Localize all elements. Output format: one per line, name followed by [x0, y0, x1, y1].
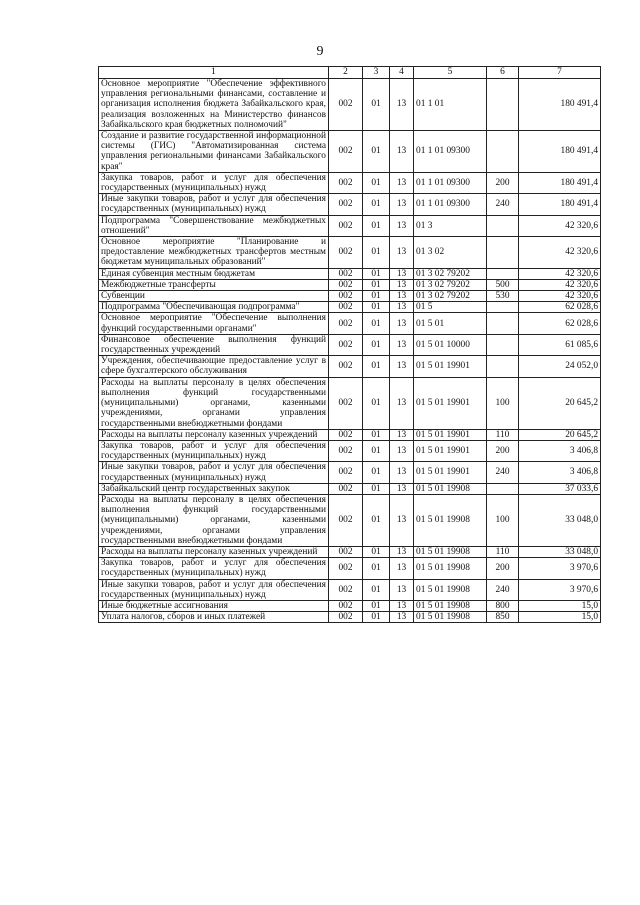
- section-cell: 01: [363, 313, 390, 334]
- subsection-cell: 13: [390, 172, 414, 193]
- column-header: 1: [99, 67, 329, 79]
- subsection-cell: 13: [390, 558, 414, 579]
- row-name-cell: Учреждения, обеспечивающие предоставление услуг в сфере бухгалтерского обслуживания: [99, 356, 329, 377]
- row-name-cell: Субвенции: [99, 291, 329, 302]
- subsection-cell: 13: [390, 131, 414, 173]
- expense-type-cell: 850: [487, 612, 519, 623]
- table-row: [99, 131, 601, 173]
- expense-type-cell: [487, 79, 519, 131]
- section-cell: 01: [363, 194, 390, 215]
- amount-cell: 180 491,4: [519, 131, 601, 173]
- row-name-cell: Основное мероприятие "Обеспечение выполнения функций государственными органами": [99, 313, 329, 334]
- section-cell: 01: [363, 546, 390, 557]
- expense-type-cell: [487, 131, 519, 173]
- subsection-cell: 13: [390, 377, 414, 429]
- target-article-cell: 01 3: [414, 215, 487, 236]
- section-cell: 01: [363, 377, 390, 429]
- code-cell: 002: [329, 546, 363, 557]
- table-row: [99, 612, 601, 623]
- section-cell: 01: [363, 172, 390, 193]
- expense-type-cell: 200: [487, 172, 519, 193]
- code-cell: 002: [329, 356, 363, 377]
- expense-type-cell: 100: [487, 377, 519, 429]
- column-header: 5: [414, 67, 487, 79]
- expense-type-cell: 110: [487, 546, 519, 557]
- target-article-cell: 01 1 01 09300: [414, 131, 487, 173]
- expense-type-cell: 200: [487, 440, 519, 461]
- expense-type-cell: [487, 356, 519, 377]
- page-number: 9: [316, 44, 324, 59]
- section-cell: 01: [363, 279, 390, 290]
- code-cell: 002: [329, 79, 363, 131]
- row-name-cell: Иные закупки товаров, работ и услуг для обеспечения государственных (муниципальных) нужд: [99, 194, 329, 215]
- section-cell: 01: [363, 558, 390, 579]
- amount-cell: 33 048,0: [519, 546, 601, 557]
- target-article-cell: 01 3 02 79202: [414, 279, 487, 290]
- target-article-cell: 01 5 01 19908: [414, 546, 487, 557]
- subsection-cell: 13: [390, 334, 414, 355]
- expense-type-cell: 240: [487, 579, 519, 600]
- target-article-cell: 01 3 02: [414, 237, 487, 269]
- table-row: [99, 279, 601, 290]
- code-cell: 002: [329, 377, 363, 429]
- expense-type-cell: 100: [487, 494, 519, 546]
- expense-type-cell: 240: [487, 462, 519, 483]
- amount-cell: 15,0: [519, 600, 601, 611]
- row-name-cell: Расходы на выплаты персоналу в целях обеспечения выполнения функций государственными (муниципальными) органами, казенными учреждениями, органами управления государственными внебюджетными фондами: [99, 377, 329, 429]
- target-article-cell: 01 5 01 19908: [414, 612, 487, 623]
- target-article-cell: 01 5 01 19901: [414, 440, 487, 461]
- section-cell: 01: [363, 237, 390, 269]
- section-cell: 01: [363, 215, 390, 236]
- subsection-cell: 13: [390, 79, 414, 131]
- column-header: 4: [390, 67, 414, 79]
- subsection-cell: 13: [390, 600, 414, 611]
- code-cell: 002: [329, 313, 363, 334]
- expense-type-cell: 800: [487, 600, 519, 611]
- section-cell: 01: [363, 429, 390, 440]
- subsection-cell: 13: [390, 429, 414, 440]
- expense-type-cell: [487, 237, 519, 269]
- table-row: [99, 494, 601, 546]
- table-row: [99, 600, 601, 611]
- table-row: [99, 268, 601, 279]
- budget-table: [98, 66, 601, 623]
- amount-cell: 42 320,6: [519, 279, 601, 290]
- target-article-cell: 01 5 01 19908: [414, 579, 487, 600]
- amount-cell: 20 645,2: [519, 377, 601, 429]
- expense-type-cell: 500: [487, 279, 519, 290]
- target-article-cell: 01 3 02 79202: [414, 291, 487, 302]
- code-cell: 002: [329, 600, 363, 611]
- amount-cell: 3 406,8: [519, 462, 601, 483]
- code-cell: 002: [329, 429, 363, 440]
- table-row: [99, 79, 601, 131]
- row-name-cell: Основное мероприятие "Планирование и предоставление межбюджетных трансфертов местным бюджетам муниципальных образований": [99, 237, 329, 269]
- subsection-cell: 13: [390, 279, 414, 290]
- table-row: [99, 429, 601, 440]
- target-article-cell: 01 1 01: [414, 79, 487, 131]
- amount-cell: 42 320,6: [519, 237, 601, 269]
- row-name-cell: Расходы на выплаты персоналу казенных учреждений: [99, 546, 329, 557]
- row-name-cell: Финансовое обеспечение выполнения функций государственных учреждений: [99, 334, 329, 355]
- row-name-cell: Создание и развитие государственной информационной системы (ГИС) "Автоматизированная система управления региональными финансами Забайкальского края": [99, 131, 329, 173]
- amount-cell: 180 491,4: [519, 194, 601, 215]
- target-article-cell: 01 5 01 19908: [414, 558, 487, 579]
- table-row: [99, 334, 601, 355]
- subsection-cell: 13: [390, 302, 414, 313]
- column-header: 6: [487, 67, 519, 79]
- section-cell: 01: [363, 462, 390, 483]
- target-article-cell: 01 1 01 09300: [414, 172, 487, 193]
- row-name-cell: Иные бюджетные ассигнования: [99, 600, 329, 611]
- section-cell: 01: [363, 334, 390, 355]
- section-cell: 01: [363, 268, 390, 279]
- code-cell: 002: [329, 302, 363, 313]
- row-name-cell: Закупка товаров, работ и услуг для обеспечения государственных (муниципальных) нужд: [99, 172, 329, 193]
- amount-cell: 42 320,6: [519, 291, 601, 302]
- target-article-cell: 01 5 01 19901: [414, 356, 487, 377]
- amount-cell: 3 406,8: [519, 440, 601, 461]
- subsection-cell: 13: [390, 483, 414, 494]
- code-cell: 002: [329, 215, 363, 236]
- column-header: 7: [519, 67, 601, 79]
- code-cell: 002: [329, 194, 363, 215]
- expense-type-cell: [487, 483, 519, 494]
- subsection-cell: 13: [390, 237, 414, 269]
- subsection-cell: 13: [390, 215, 414, 236]
- code-cell: 002: [329, 291, 363, 302]
- row-name-cell: Подпрограмма "Совершенствование межбюджетных отношений": [99, 215, 329, 236]
- subsection-cell: 13: [390, 313, 414, 334]
- section-cell: 01: [363, 302, 390, 313]
- expense-type-cell: [487, 268, 519, 279]
- table-row: [99, 579, 601, 600]
- table-row: [99, 215, 601, 236]
- expense-type-cell: 200: [487, 558, 519, 579]
- code-cell: 002: [329, 131, 363, 173]
- row-name-cell: Межбюджетные трансферты: [99, 279, 329, 290]
- code-cell: 002: [329, 334, 363, 355]
- amount-cell: 180 491,4: [519, 172, 601, 193]
- code-cell: 002: [329, 172, 363, 193]
- table-row: [99, 313, 601, 334]
- code-cell: 002: [329, 237, 363, 269]
- code-cell: 002: [329, 462, 363, 483]
- section-cell: 01: [363, 494, 390, 546]
- amount-cell: 3 970,6: [519, 579, 601, 600]
- subsection-cell: 13: [390, 440, 414, 461]
- section-cell: 01: [363, 483, 390, 494]
- subsection-cell: 13: [390, 356, 414, 377]
- amount-cell: 42 320,6: [519, 268, 601, 279]
- row-name-cell: Закупка товаров, работ и услуг для обеспечения государственных (муниципальных) нужд: [99, 440, 329, 461]
- expense-type-cell: 240: [487, 194, 519, 215]
- row-name-cell: Основное мероприятие "Обеспечение эффективного управления региональными финансами, составление и организация исполнения бюджета Забайкальского края, реализация возложенных на Министерство финансов Забайкальского края бюджетных полномочий": [99, 79, 329, 131]
- amount-cell: 62 028,6: [519, 313, 601, 334]
- expense-type-cell: [487, 302, 519, 313]
- subsection-cell: 13: [390, 612, 414, 623]
- row-name-cell: Забайкальский центр государственных закупок: [99, 483, 329, 494]
- row-name-cell: Подпрограмма "Обеспечивающая подпрограмма": [99, 302, 329, 313]
- expense-type-cell: [487, 334, 519, 355]
- column-header: 2: [329, 67, 363, 79]
- subsection-cell: 13: [390, 546, 414, 557]
- table-row: [99, 483, 601, 494]
- subsection-cell: 13: [390, 494, 414, 546]
- code-cell: 002: [329, 483, 363, 494]
- table-row: [99, 194, 601, 215]
- target-article-cell: 01 3 02 79202: [414, 268, 487, 279]
- subsection-cell: 13: [390, 291, 414, 302]
- code-cell: 002: [329, 494, 363, 546]
- target-article-cell: 01 5 01 19901: [414, 429, 487, 440]
- target-article-cell: 01 5: [414, 302, 487, 313]
- table-row: [99, 558, 601, 579]
- expense-type-cell: 530: [487, 291, 519, 302]
- target-article-cell: 01 1 01 09300: [414, 194, 487, 215]
- table-header-row: [99, 67, 601, 79]
- code-cell: 002: [329, 268, 363, 279]
- subsection-cell: 13: [390, 579, 414, 600]
- section-cell: 01: [363, 131, 390, 173]
- column-header: 3: [363, 67, 390, 79]
- subsection-cell: 13: [390, 194, 414, 215]
- table-row: [99, 462, 601, 483]
- row-name-cell: Расходы на выплаты персоналу в целях обеспечения выполнения функций государственными (муниципальными) органами, казенными учреждениями, органами управления государственными внебюджетными фондами: [99, 494, 329, 546]
- row-name-cell: Уплата налогов, сборов и иных платежей: [99, 612, 329, 623]
- amount-cell: 37 033,6: [519, 483, 601, 494]
- expense-type-cell: [487, 215, 519, 236]
- section-cell: 01: [363, 579, 390, 600]
- code-cell: 002: [329, 440, 363, 461]
- target-article-cell: 01 5 01: [414, 313, 487, 334]
- section-cell: 01: [363, 600, 390, 611]
- table-row: [99, 172, 601, 193]
- table-row: [99, 302, 601, 313]
- section-cell: 01: [363, 291, 390, 302]
- target-article-cell: 01 5 01 19908: [414, 600, 487, 611]
- target-article-cell: 01 5 01 19908: [414, 494, 487, 546]
- row-name-cell: Иные закупки товаров, работ и услуг для обеспечения государственных (муниципальных) нужд: [99, 462, 329, 483]
- target-article-cell: 01 5 01 19901: [414, 462, 487, 483]
- section-cell: 01: [363, 612, 390, 623]
- table-row: [99, 356, 601, 377]
- amount-cell: 33 048,0: [519, 494, 601, 546]
- subsection-cell: 13: [390, 462, 414, 483]
- amount-cell: 20 645,2: [519, 429, 601, 440]
- code-cell: 002: [329, 279, 363, 290]
- amount-cell: 61 085,6: [519, 334, 601, 355]
- table-row: [99, 440, 601, 461]
- expense-type-cell: 110: [487, 429, 519, 440]
- target-article-cell: 01 5 01 10000: [414, 334, 487, 355]
- table-row: [99, 291, 601, 302]
- table-row: [99, 237, 601, 269]
- amount-cell: 180 491,4: [519, 79, 601, 131]
- code-cell: 002: [329, 558, 363, 579]
- subsection-cell: 13: [390, 268, 414, 279]
- code-cell: 002: [329, 579, 363, 600]
- row-name-cell: Закупка товаров, работ и услуг для обеспечения государственных (муниципальных) нужд: [99, 558, 329, 579]
- row-name-cell: Единая субвенция местным бюджетам: [99, 268, 329, 279]
- target-article-cell: 01 5 01 19908: [414, 483, 487, 494]
- table-row: [99, 546, 601, 557]
- section-cell: 01: [363, 440, 390, 461]
- code-cell: 002: [329, 612, 363, 623]
- table-row: [99, 377, 601, 429]
- target-article-cell: 01 5 01 19901: [414, 377, 487, 429]
- section-cell: 01: [363, 79, 390, 131]
- row-name-cell: Расходы на выплаты персоналу казенных учреждений: [99, 429, 329, 440]
- amount-cell: 42 320,6: [519, 215, 601, 236]
- section-cell: 01: [363, 356, 390, 377]
- expense-type-cell: [487, 313, 519, 334]
- amount-cell: 24 052,0: [519, 356, 601, 377]
- amount-cell: 3 970,6: [519, 558, 601, 579]
- amount-cell: 15,0: [519, 612, 601, 623]
- row-name-cell: Иные закупки товаров, работ и услуг для обеспечения государственных (муниципальных) нужд: [99, 579, 329, 600]
- amount-cell: 62 028,6: [519, 302, 601, 313]
